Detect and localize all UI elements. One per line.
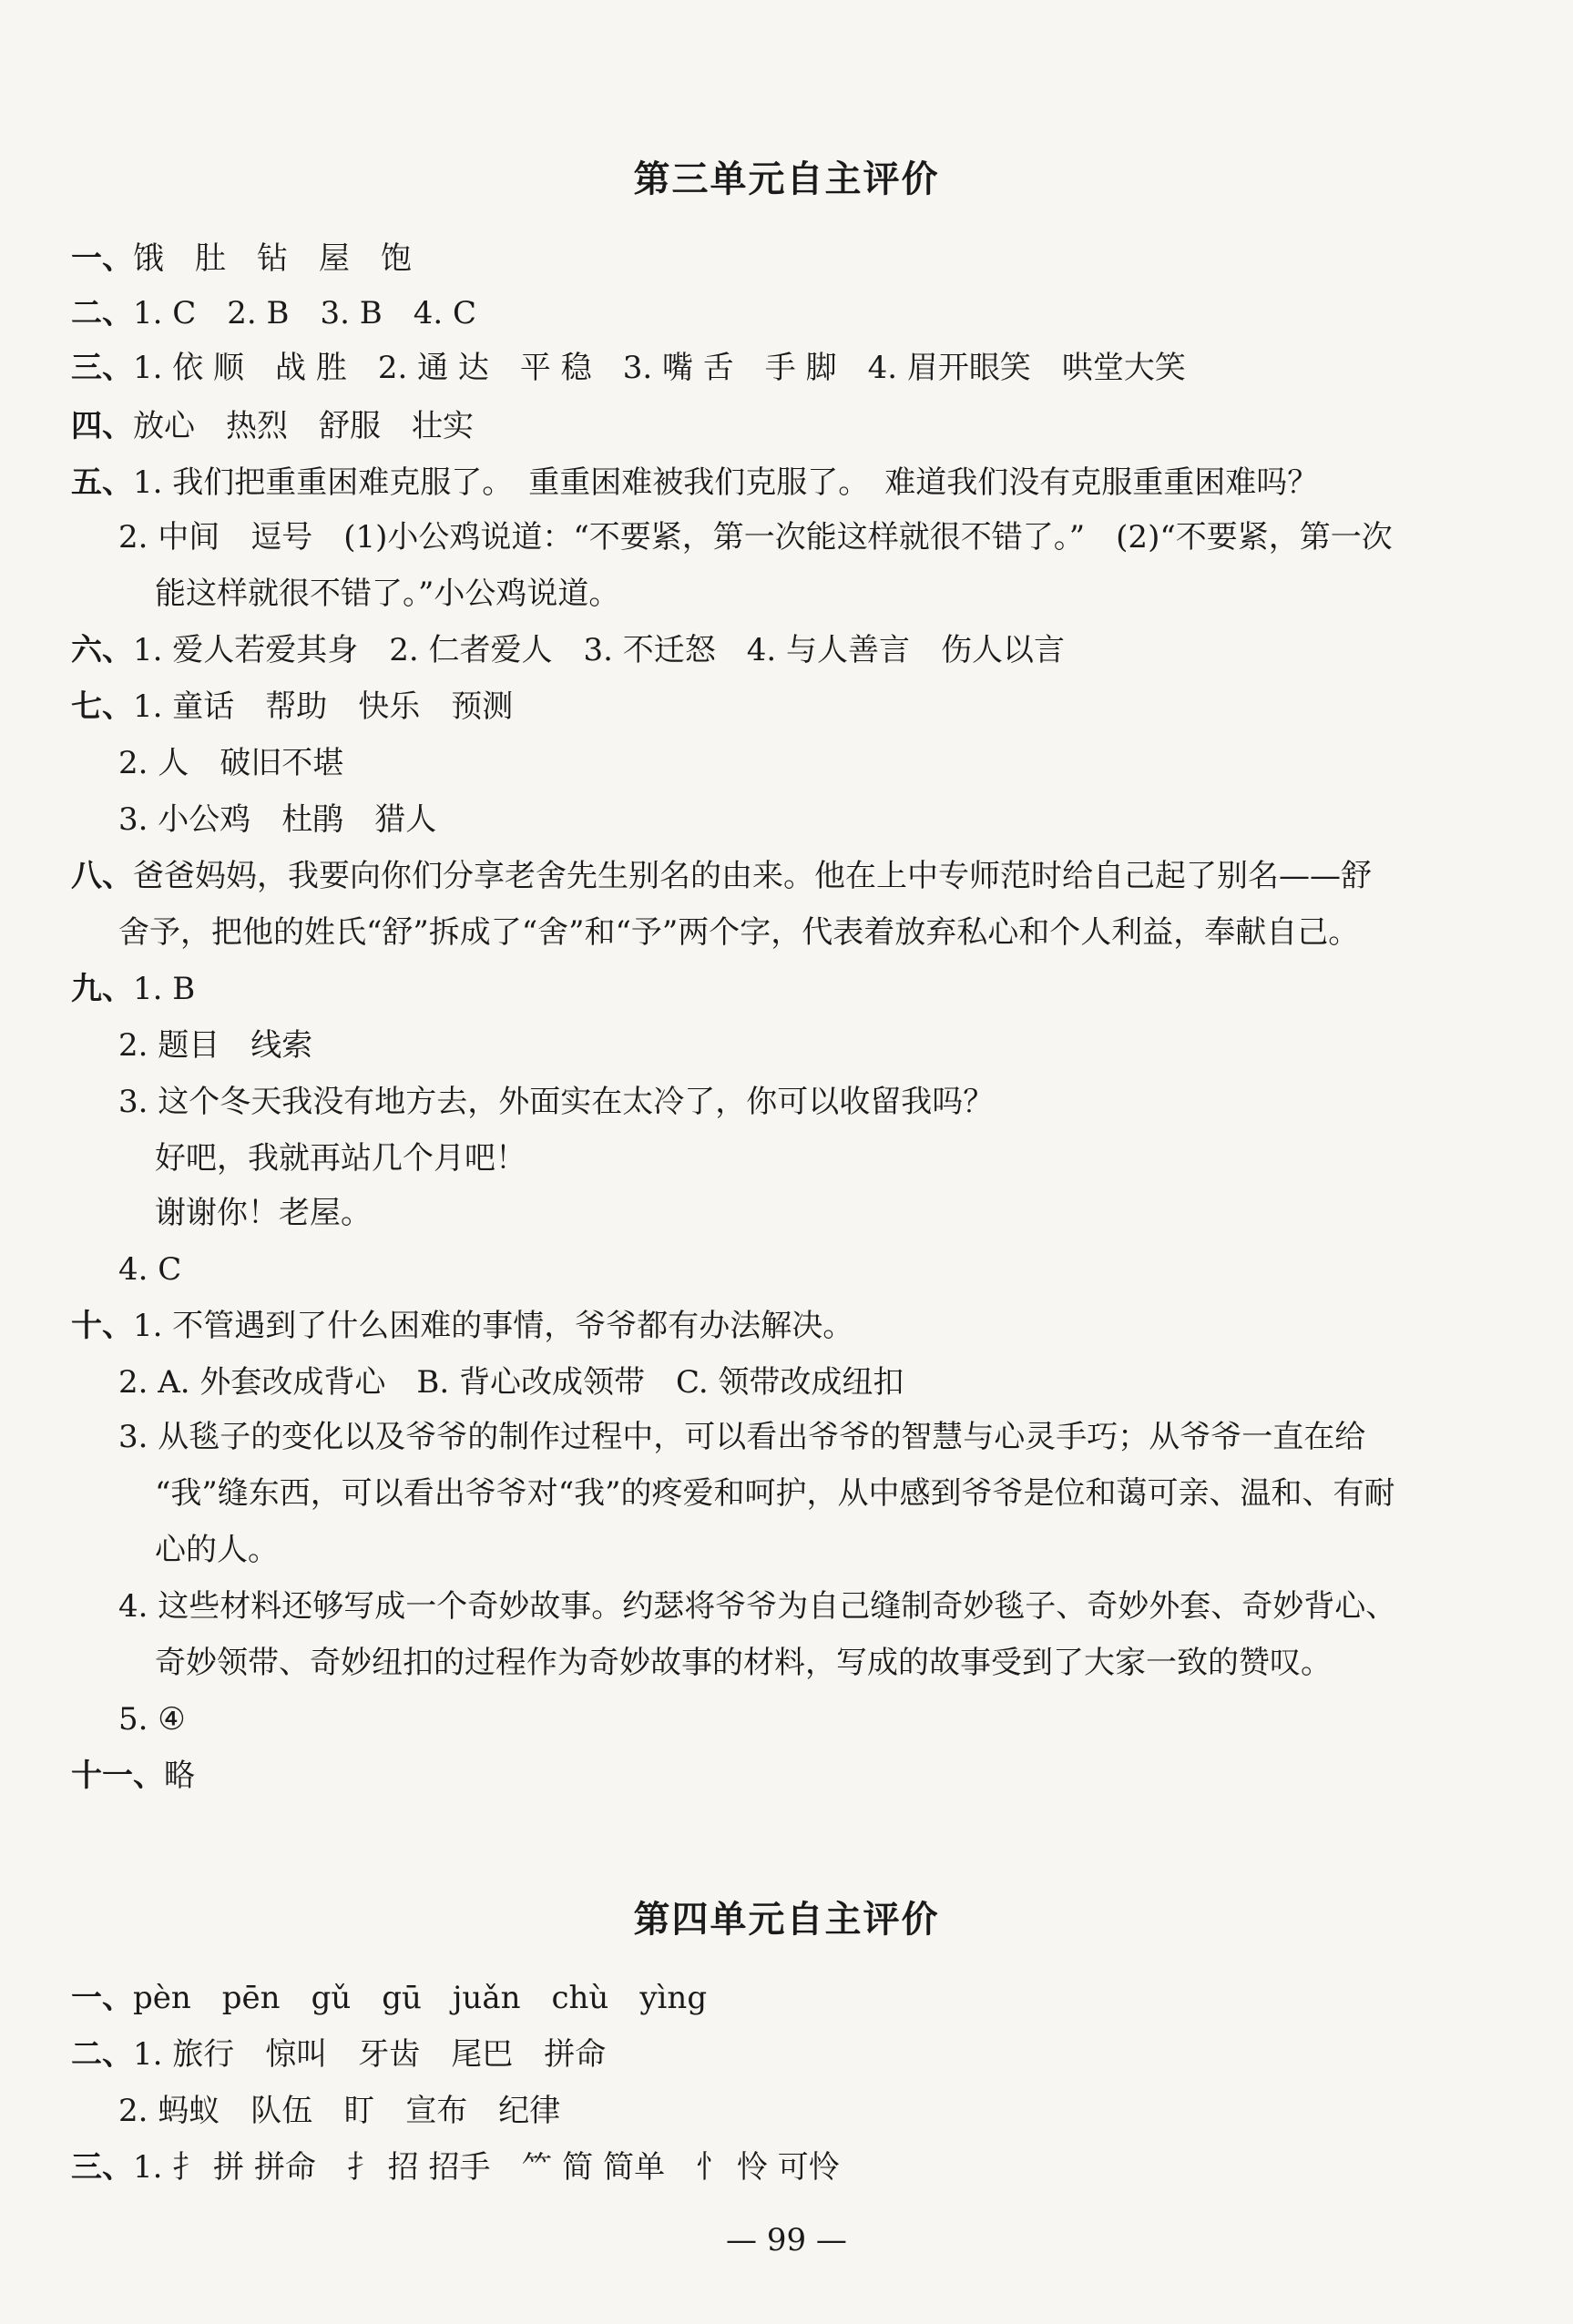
unit3-section-10-line3: 3. 从毯子的变化以及爷爷的制作过程中，可以看出爷爷的智慧与心灵手巧；从爷爷一直在给 (118, 1419, 1366, 1455)
unit3-section-7-line2: 2. 人 破旧不堪 (118, 745, 344, 781)
section-text: 1. B (133, 971, 196, 1007)
section-text: 1. 童话 帮助 快乐 预测 (133, 688, 514, 725)
section-text: 饿 肚 钻 屋 饱 (133, 240, 412, 277)
section-number: 八、 (71, 858, 133, 894)
unit3-section-10-line5: 心的人。 (155, 1532, 279, 1568)
unit3-section-1 (71, 239, 412, 279)
section-text: 爸爸妈妈，我要向你们分享老舍先生别名的由来。他在上中专师范时给自己起了别名——舒 (133, 858, 1372, 894)
section-number: 三、 (71, 2149, 133, 2186)
unit3-section-9-line5: 谢谢你！老屋。 (155, 1195, 372, 1231)
unit4-section-1 (71, 1978, 707, 2018)
unit3-section-9-line2: 2. 题目 线索 (118, 1027, 313, 1064)
section-text: 放心 热烈 舒服 壮实 (133, 408, 474, 444)
section-text: 1. 爱人若爱其身 2. 仁者爱人 3. 不迁怒 4. 与人善言 伤人以言 (133, 632, 1065, 668)
section-text: pèn pēn gǔ gū juǎn chù yìng (133, 1980, 708, 2016)
unit3-section-10-line4: “我”缝东西，可以看出爷爷对“我”的疼爱和呵护，从中感到爷爷是位和蔼可亲、温和、有耐 (155, 1475, 1395, 1512)
unit3-section-6 (71, 630, 1065, 670)
unit3-section-7-line1 (71, 687, 513, 727)
unit3-section-5-line1 (71, 463, 1318, 503)
section-number: 二、 (71, 2036, 133, 2073)
unit3-section-10-line1 (71, 1306, 853, 1346)
unit3-section-3 (71, 348, 1186, 388)
section-number: 二、 (71, 295, 133, 331)
unit3-section-10-line6: 4. 这些材料还够写成一个奇妙故事。约瑟将爷爷为自己缝制奇妙毯子、奇妙外套、奇妙背心、 (118, 1588, 1397, 1625)
unit3-section-10-line7: 奇妙领带、奇妙纽扣的过程作为奇妙故事的材料，写成的故事受到了大家一致的赞叹。 (155, 1645, 1332, 1681)
unit3-section-9-line4: 好吧，我就再站几个月吧！ (155, 1140, 526, 1177)
section-text: 1. 依 顺 战 胜 2. 通 达 平 稳 3. 嘴 舌 手 脚 4. 眉开眼笑 哄堂大笑 (133, 350, 1186, 386)
unit3-section-4 (71, 406, 474, 446)
unit3-section-10-line8: 5. ④ (118, 1701, 186, 1738)
section-text: 1. 扌 拼 拼命 扌 招 招手 ⺮ 简 简单 忄 怜 可怜 (133, 2149, 840, 2186)
section-text: 1. 我们把重重困难克服了。 重重困难被我们克服了。 难道我们没有克服重重困难吗？ (133, 464, 1319, 501)
unit3-section-9-line6: 4. C (118, 1251, 182, 1288)
unit3-section-11 (71, 1756, 195, 1796)
section-number: 九、 (71, 971, 133, 1007)
section-number: 一、 (71, 240, 133, 277)
section-number: 五、 (71, 464, 133, 501)
section-text: 略 (164, 1758, 195, 1794)
page-number: — 99 — (726, 2222, 847, 2258)
section-text: 1. 不管遇到了什么困难的事情，爷爷都有办法解决。 (133, 1308, 854, 1344)
section-text: 1. C 2. B 3. B 4. C (133, 295, 476, 331)
unit4-section-2-line2: 2. 蚂蚁 队伍 盯 宣布 纪律 (118, 2093, 561, 2129)
unit3-section-9-line3: 3. 这个冬天我没有地方去，外面实在太冷了，你可以收留我吗？ (118, 1084, 995, 1120)
section-text: 1. 旅行 惊叫 牙齿 尾巴 拼命 (133, 2036, 607, 2073)
section-number: 六、 (71, 632, 133, 668)
unit4-title: 第四单元自主评价 (633, 1899, 940, 1941)
unit3-section-5-line2: 2. 中间 逗号 (1)小公鸡说道：“不要紧，第一次能这样就很不错了。” (2)“不要紧，第一次 (118, 519, 1393, 556)
unit3-section-9-line1 (71, 969, 195, 1009)
unit4-section-3 (71, 2147, 840, 2187)
section-number: 十、 (71, 1308, 133, 1344)
unit3-section-8-line2: 舍予，把他的姓氏“舒”拆成了“舍”和“予”两个字，代表着放弃私心和个人利益，奉献自己。 (118, 914, 1360, 951)
unit4-section-2-line1 (71, 2034, 606, 2074)
section-number: 四、 (71, 408, 133, 444)
section-number: 三、 (71, 350, 133, 386)
section-number: 七、 (71, 688, 133, 725)
unit3-section-5-line3: 能这样就很不错了。”小公鸡说道。 (155, 576, 620, 612)
unit3-section-2 (71, 293, 476, 333)
unit3-title: 第三单元自主评价 (633, 158, 940, 200)
section-number: 一、 (71, 1980, 133, 2016)
unit3-section-10-line2: 2. A. 外套改成背心 B. 背心改成领带 C. 领带改成纽扣 (118, 1364, 904, 1401)
unit3-section-8-line1 (71, 856, 1372, 896)
section-number: 十一、 (71, 1758, 164, 1794)
unit3-section-7-line3: 3. 小公鸡 杜鹃 猎人 (118, 801, 437, 838)
